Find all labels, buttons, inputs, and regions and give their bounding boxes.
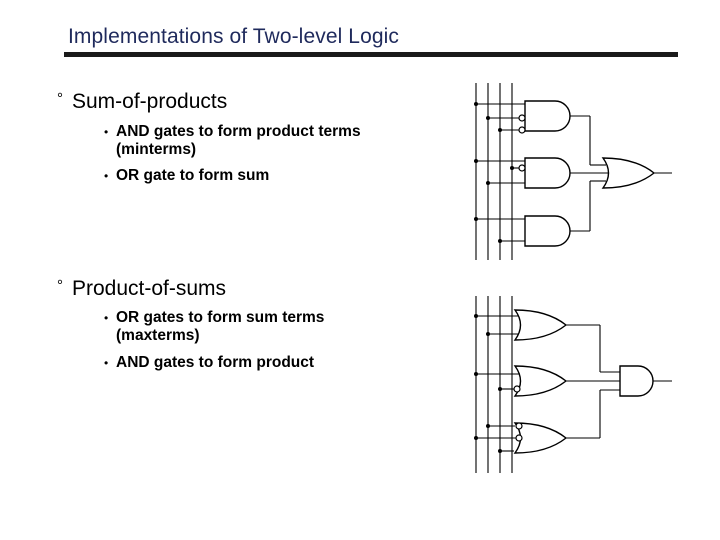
and-gate: [525, 158, 570, 188]
junction-dot: [474, 159, 478, 163]
pos-circuit: [474, 296, 672, 473]
section-title: Product-of-sums: [72, 277, 227, 300]
junction-dot: [486, 116, 490, 120]
or-gate: [515, 310, 566, 340]
bullet-marker: •: [104, 169, 109, 183]
junction-dot: [474, 372, 478, 376]
bullet-marker: •: [104, 125, 109, 139]
section-title: Sum-of-products: [72, 90, 228, 113]
bullet-text-continued: (minterms): [116, 141, 197, 158]
junction-dot: [474, 436, 478, 440]
junction-dot: [510, 166, 514, 170]
inversion-bubble: [519, 115, 525, 121]
junction-dot: [498, 239, 502, 243]
and-gate: [525, 101, 570, 131]
bullet-text-continued: (maxterms): [116, 327, 200, 344]
or-gate: [515, 423, 566, 453]
junction-dot: [486, 332, 490, 336]
section-marker: °: [57, 277, 63, 294]
and-gate: [525, 216, 570, 246]
inversion-bubble: [516, 423, 522, 429]
inversion-bubble: [519, 165, 525, 171]
junction-dot: [486, 424, 490, 428]
and-gate: [620, 366, 653, 396]
bullet-text: AND gates to form product terms: [116, 123, 361, 140]
junction-dot: [486, 181, 490, 185]
junction-dot: [474, 102, 478, 106]
junction-dot: [474, 314, 478, 318]
junction-dot: [498, 387, 502, 391]
or-gate: [515, 366, 566, 396]
inversion-bubble: [514, 386, 520, 392]
section-marker: °: [57, 90, 63, 107]
bullet-text: AND gates to form product: [116, 354, 315, 371]
bullet-text: OR gate to form sum: [116, 167, 270, 184]
junction-dot: [474, 217, 478, 221]
bullet-marker: •: [104, 311, 109, 325]
or-gate: [603, 158, 654, 188]
inversion-bubble: [519, 127, 525, 133]
inversion-bubble: [516, 435, 522, 441]
sop-circuit: [474, 83, 672, 260]
junction-dot: [498, 128, 502, 132]
bullet-text: OR gates to form sum terms: [116, 309, 325, 326]
junction-dot: [498, 449, 502, 453]
slide-title: Implementations of Two-level Logic: [68, 25, 400, 48]
bullet-marker: •: [104, 356, 109, 370]
